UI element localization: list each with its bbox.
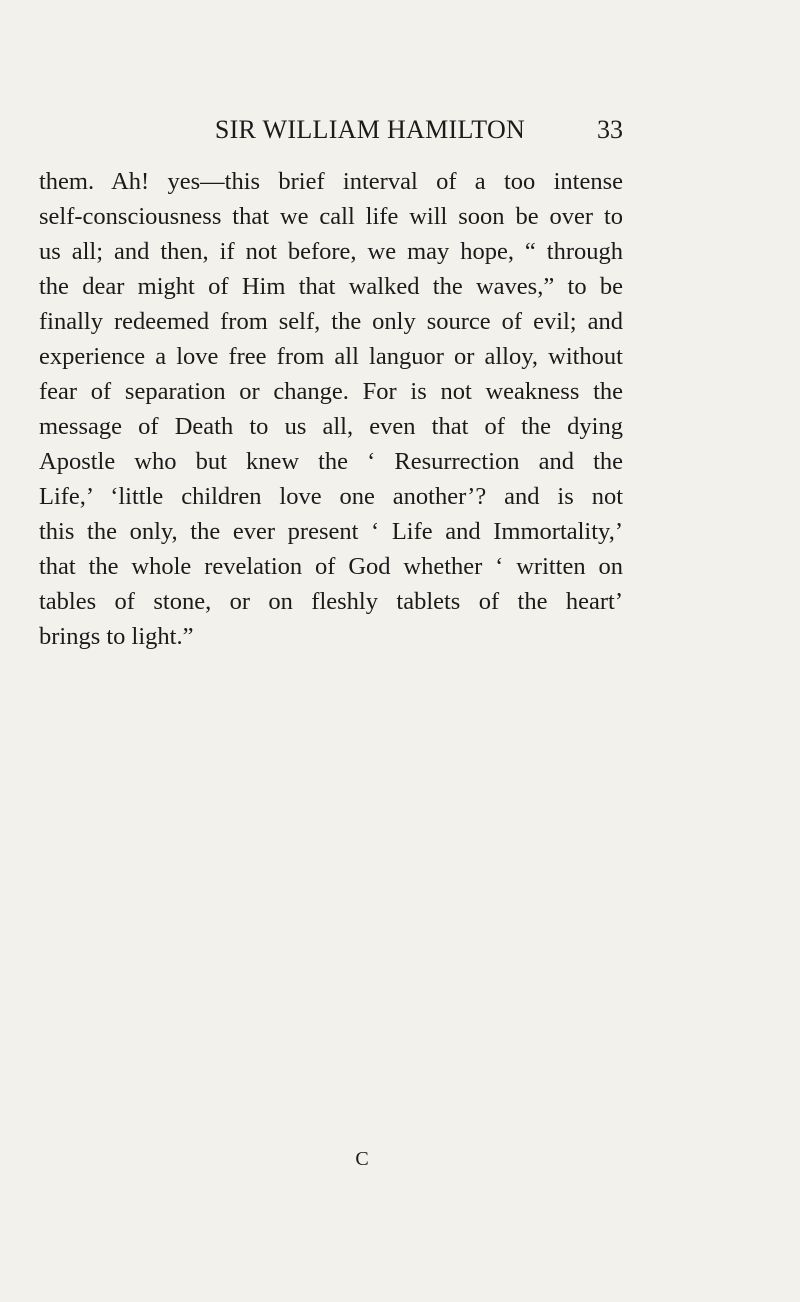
page-number: 33 bbox=[597, 115, 623, 144]
text-line: tables of stone, or on fleshly tablets of the heart’ bbox=[39, 588, 623, 615]
text-line: Apostle who but knew the ‘ Resurrection and the bbox=[39, 448, 623, 475]
text-line: us all; and then, if not before, we may hope, “ through bbox=[39, 238, 623, 265]
text-line: self-consciousness that we call life will soon be over to bbox=[39, 203, 623, 230]
text-line: finally redeemed from self, the only source of evil; and bbox=[39, 308, 623, 335]
text-line: Life,’ ‘little children love one another’? and is not bbox=[39, 483, 623, 510]
signature-mark: C bbox=[355, 1148, 369, 1170]
text-line: them. Ah! yes—this brief interval of a too intense bbox=[39, 168, 623, 195]
text-line: experience a love free from all languor or alloy, without bbox=[39, 343, 623, 370]
text-line: message of Death to us all, even that of the dying bbox=[39, 413, 623, 440]
text-line: that the whole revelation of God whether ‘ written on bbox=[39, 553, 623, 580]
running-title: SIR WILLIAM HAMILTON bbox=[214, 115, 526, 144]
body-paragraph bbox=[39, 164, 623, 654]
text-line: brings to light.” bbox=[39, 623, 194, 650]
text-line: this the only, the ever present ‘ Life and Immortality,’ bbox=[39, 518, 623, 545]
text-line: fear of separation or change. For is not weakness the bbox=[39, 378, 623, 405]
text-line: the dear might of Him that walked the waves,” to be bbox=[39, 273, 623, 300]
running-head bbox=[117, 112, 623, 148]
